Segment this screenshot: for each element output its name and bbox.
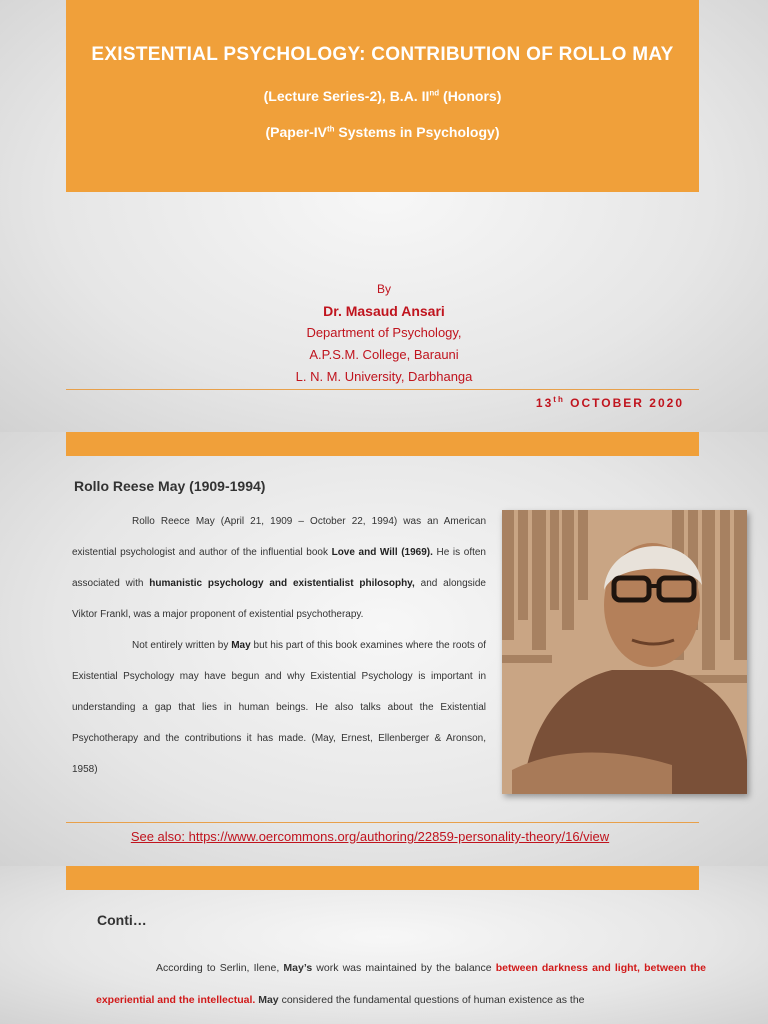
biography-slide xyxy=(0,432,768,866)
slide-heading: Rollo Reese May (1909-1994) xyxy=(74,478,266,494)
header-bar xyxy=(66,432,699,456)
paragraph: According to Serlin, Ilene, May’s work was maintained by the balance between darkness and light, between the experiential and the intellectual. May considered the fundamental questions of human existence as the xyxy=(96,962,706,1006)
lecture-date: 13th OCTOBER 2020 xyxy=(535,395,684,410)
paragraph: Not entirely written by May but his part of this book examines where the roots of Existential Psychology may have begun and why Existential Psychology is important in understanding a gap that lies in human beings. He also talks about the Existential Psychotherapy and the contributions it has made. (May, Ernest, Ellenberger & Aronson, 1958) xyxy=(72,640,486,775)
header-bar xyxy=(66,866,699,890)
reference-link[interactable]: See also: https://www.oercommons.org/authoring/22859-personality-theory/16/view xyxy=(130,829,610,844)
divider xyxy=(66,389,699,390)
paragraph: Rollo Reece May (April 21, 1909 – October 22, 1994) was an American existential psychologist and author of the influential book Love and Will (1969). He is often associated with humanistic psychology and existentialist philosophy, and alongside Viktor Frankl, was a major proponent of existential psychotherapy. xyxy=(72,516,486,620)
lecture-series: (Lecture Series-2), B.A. IInd (Honors) xyxy=(263,88,502,104)
biography-text xyxy=(72,506,486,785)
author-block xyxy=(0,278,768,388)
by-label: By xyxy=(376,282,391,296)
author-university: L. N. M. University, Darbhanga xyxy=(295,369,473,384)
continuation-text xyxy=(96,952,706,1016)
author-name: Dr. Masaud Ansari xyxy=(323,303,445,319)
author-college: A.P.S.M. College, Barauni xyxy=(309,347,459,362)
paper-info: (Paper-IVth Systems in Psychology) xyxy=(265,124,500,140)
link-row xyxy=(0,828,740,846)
continuation-slide xyxy=(0,866,768,1024)
slide-heading: Conti… xyxy=(97,912,147,928)
title-slide xyxy=(0,0,768,432)
author-department: Department of Psychology, xyxy=(306,325,462,340)
lecture-title: EXISTENTIAL PSYCHOLOGY: CONTRIBUTION OF ROLLO MAY xyxy=(91,44,674,65)
portrait-photo xyxy=(502,510,747,794)
title-banner xyxy=(66,0,699,192)
divider xyxy=(66,822,699,823)
